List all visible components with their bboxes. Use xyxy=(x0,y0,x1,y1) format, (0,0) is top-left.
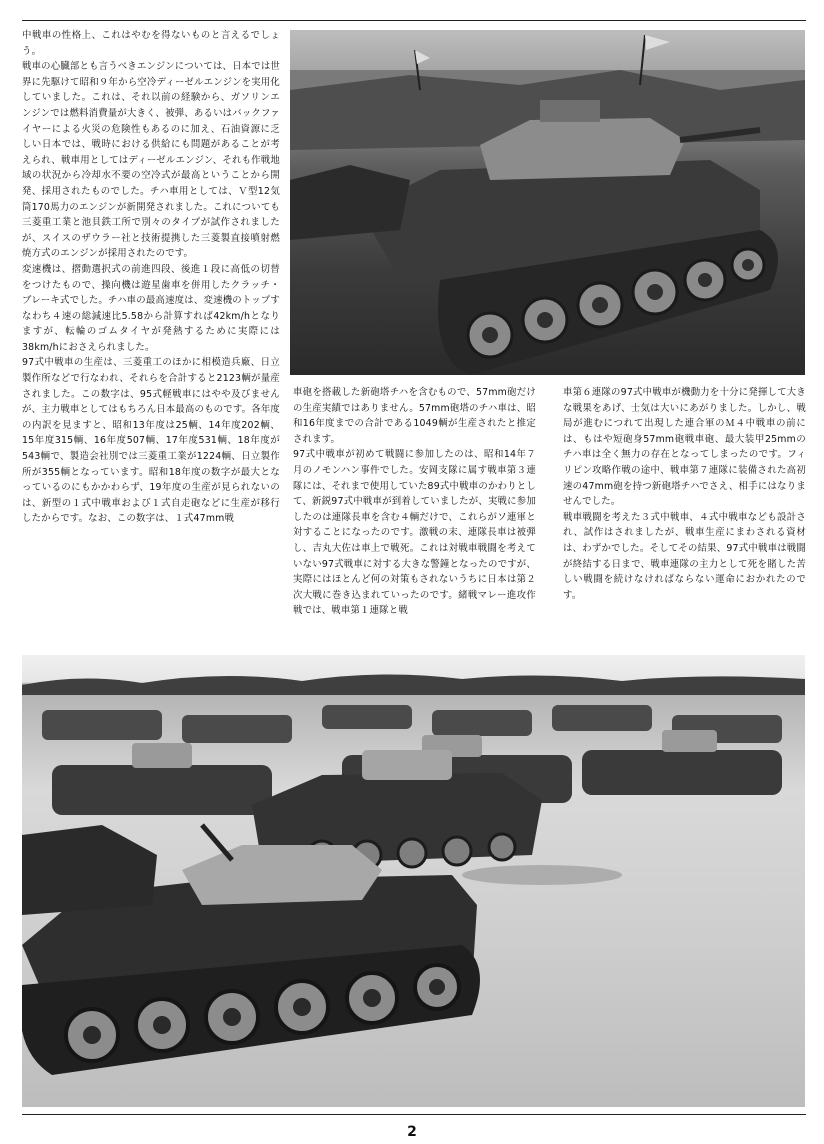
text-column-2 xyxy=(293,385,536,619)
tank-closeup-photo xyxy=(290,30,805,375)
text-column-3 xyxy=(563,385,806,603)
paragraph: 戦車戦闘を考えた３式中戦車、４式中戦車なども設計され、試作はされましたが、戦車生産にまわされる資材は、わずかでした。そしてその結果、97式中戦車は戦闘が終結する日まで、戦車連隊の主力として死を賭した苦しい戦闘を続けなければならない運命におかれたのです。 xyxy=(563,511,806,601)
text-column-1 xyxy=(22,28,280,527)
paragraph: 車第６連隊の97式中戦車が機動力を十分に発揮して大きな戦果をあげ、士気は大いにあがりました。しかし、戦局が進むにつれて出現した連合軍のＭ４中戦車の前には、もはや短砲身57mm砲戦車砲、最大装甲25mmのチハ車は全く無力の存在となってしまったのです。フィリピン攻略作戦の途中、戦車第７連隊に装備された高初速の47mm砲を持つ新砲塔チハでさえ、相手にはなりませんでした。 xyxy=(563,387,806,508)
paragraph: 車砲を搭載した新砲塔チハを含むもので、57mm砲だけの生産実績ではありません。57mm砲塔のチハ車は、昭和16年度までの合計である1049輌が生産されたと推定されます。 xyxy=(293,387,536,445)
top-rule xyxy=(22,20,806,21)
tank-closeup-illustration xyxy=(290,30,805,375)
tank-formation-illustration xyxy=(22,655,805,1107)
paragraph: 変速機は、摺動選択式の前進四段、後進１段に高低の切替をつけたもので、操向機は遊星歯車を併用したクラッチ・ブレーキ式でした。チハ車の最高速度は、変速機のトップすなわち４速の総減速比5.58から計算すれば42km/hとなりますが、転輪のゴムタイヤが発熱するために実際には38km/hにおさえられました。 xyxy=(22,263,280,353)
paragraph: 戦車の心臓部とも言うべきエンジンについては、日本では世界に先駆けて昭和９年から空冷ディーゼルエンジンを実用化していました。これは、それ以前の経験から、ガソリンエンジンでは燃料消費量が大きく、被弾、あるいはバックファイヤーによる火災の危険性もあるのに加え、石油資源に乏しい日本では、戦時における供給にも問題があることが考えられ、戦車用としてはディーゼルエンジン、それも作戦地域の状況から冷却水不要の空冷式が最高ということから開発、採用されたものでした。チハ車用としては、Ｖ型12気筒170馬力のエンジンが新開発されました。これについても三菱重工業と池貝鉄工所で別々のタイプが試作されましたが、スイスのザウラー社と技術提携した三菱製直接噴射燃焼方式のエンジンが採用されたのです。 xyxy=(22,61,280,260)
bottom-rule xyxy=(22,1114,806,1115)
paragraph: 97式中戦車が初めて戦闘に参加したのは、昭和14年７月のノモンハン事件でした。安岡支隊に属す戦車第３連隊には、それまで使用していた89式中戦車のかわりとして、新鋭97式中戦車が到着していましたが、実戦に参加したのは連隊長車を含む４輌だけで、これらがソ連軍と対することになったのです。激戦の末、連隊長車は被弾し、吉丸大佐は車上で戦死。これは対戦車戦闘を考えていない97式戦車に対する大きな警鐘となったのですが、実際にはほとんど何の対策もされないうちに日本は第２次大戦に巻き込まれていったのです。緒戦マレー進攻作戦では、戦車第１連隊と戦 xyxy=(293,449,536,617)
page-number: 2 xyxy=(407,1124,417,1140)
paragraph: 97式中戦車の生産は、三菱重工のほかに相模造兵廠、日立製作所などで行なわれ、それらを合計すると2123輌が量産されました。この数字は、95式軽戦車にはやや及びませんが、主力戦車としてはもちろん日本最高のものです。各年度の内訳を見ますと、昭和13年度は25輌、14年度202輌、15年度315輌、16年度507輌、17年度531輌、18年度が543輌で、製造会社別では三菱重工業が1224輌、日立製作所が355輌となっています。昭和18年度の数字が最大となっているのにもかかわらず、19年度の生産が見られないのは、新型の１式中戦車および１式自走砲などに生産が移行したからです。なお、この数字は、１式47mm戦 xyxy=(22,357,280,525)
tank-formation-photo xyxy=(22,655,805,1107)
paragraph: 中戦車の性格上、これはやむを得ないものと言えるでしょう。 xyxy=(22,30,280,57)
